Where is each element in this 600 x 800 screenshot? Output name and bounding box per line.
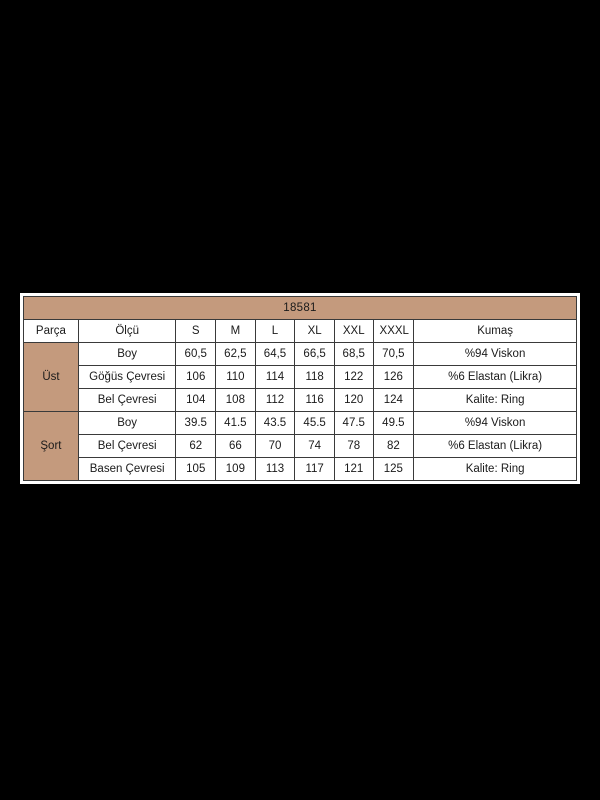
measure-label: Basen Çevresi [78, 458, 176, 481]
value-cell: 106 [176, 366, 216, 389]
fabric-cell: %94 Viskon [414, 343, 577, 366]
group-label-sort: Şort [24, 412, 79, 481]
value-cell: 60,5 [176, 343, 216, 366]
value-cell: 47.5 [334, 412, 373, 435]
value-cell: 62 [176, 435, 216, 458]
value-cell: 104 [176, 389, 216, 412]
table-row [24, 389, 577, 412]
measure-label: Göğüs Çevresi [78, 366, 176, 389]
value-cell: 78 [334, 435, 373, 458]
header-measure: Ölçü [78, 320, 176, 343]
value-cell: 49.5 [373, 412, 414, 435]
header-fabric: Kumaş [414, 320, 577, 343]
fabric-cell: %6 Elastan (Likra) [414, 435, 577, 458]
header-size-xxl: XXL [334, 320, 373, 343]
value-cell: 45.5 [295, 412, 335, 435]
value-cell: 105 [176, 458, 216, 481]
value-cell: 62,5 [216, 343, 256, 366]
value-cell: 113 [255, 458, 295, 481]
value-cell: 121 [334, 458, 373, 481]
value-cell: 82 [373, 435, 414, 458]
product-code: 18581 [24, 297, 577, 320]
header-size-xxxl: XXXL [373, 320, 414, 343]
value-cell: 66,5 [295, 343, 335, 366]
table-row [24, 412, 577, 435]
fabric-cell: Kalite: Ring [414, 458, 577, 481]
value-cell: 118 [295, 366, 335, 389]
measure-label: Boy [78, 343, 176, 366]
header-size-xl: XL [295, 320, 335, 343]
header-size-m: M [216, 320, 256, 343]
value-cell: 112 [255, 389, 295, 412]
value-cell: 122 [334, 366, 373, 389]
value-cell: 120 [334, 389, 373, 412]
value-cell: 66 [216, 435, 256, 458]
value-cell: 70,5 [373, 343, 414, 366]
value-cell: 70 [255, 435, 295, 458]
measure-label: Bel Çevresi [78, 389, 176, 412]
header-size-s: S [176, 320, 216, 343]
value-cell: 74 [295, 435, 335, 458]
value-cell: 117 [295, 458, 335, 481]
group-label-ust: Üst [24, 343, 79, 412]
table-row [24, 366, 577, 389]
header-size-l: L [255, 320, 295, 343]
value-cell: 124 [373, 389, 414, 412]
fabric-cell: Kalite: Ring [414, 389, 577, 412]
fabric-cell: %94 Viskon [414, 412, 577, 435]
value-cell: 125 [373, 458, 414, 481]
value-cell: 39.5 [176, 412, 216, 435]
value-cell: 108 [216, 389, 256, 412]
value-cell: 109 [216, 458, 256, 481]
measure-label: Boy [78, 412, 176, 435]
value-cell: 43.5 [255, 412, 295, 435]
table-header-row [24, 320, 577, 343]
table-row [24, 458, 577, 481]
size-chart-card [20, 293, 580, 484]
value-cell: 64,5 [255, 343, 295, 366]
value-cell: 114 [255, 366, 295, 389]
value-cell: 116 [295, 389, 335, 412]
measure-label: Bel Çevresi [78, 435, 176, 458]
value-cell: 41.5 [216, 412, 256, 435]
table-title-row [24, 297, 577, 320]
size-chart-table [23, 296, 577, 481]
value-cell: 126 [373, 366, 414, 389]
value-cell: 68,5 [334, 343, 373, 366]
table-row [24, 435, 577, 458]
fabric-cell: %6 Elastan (Likra) [414, 366, 577, 389]
value-cell: 110 [216, 366, 256, 389]
table-row [24, 343, 577, 366]
header-part: Parça [24, 320, 79, 343]
